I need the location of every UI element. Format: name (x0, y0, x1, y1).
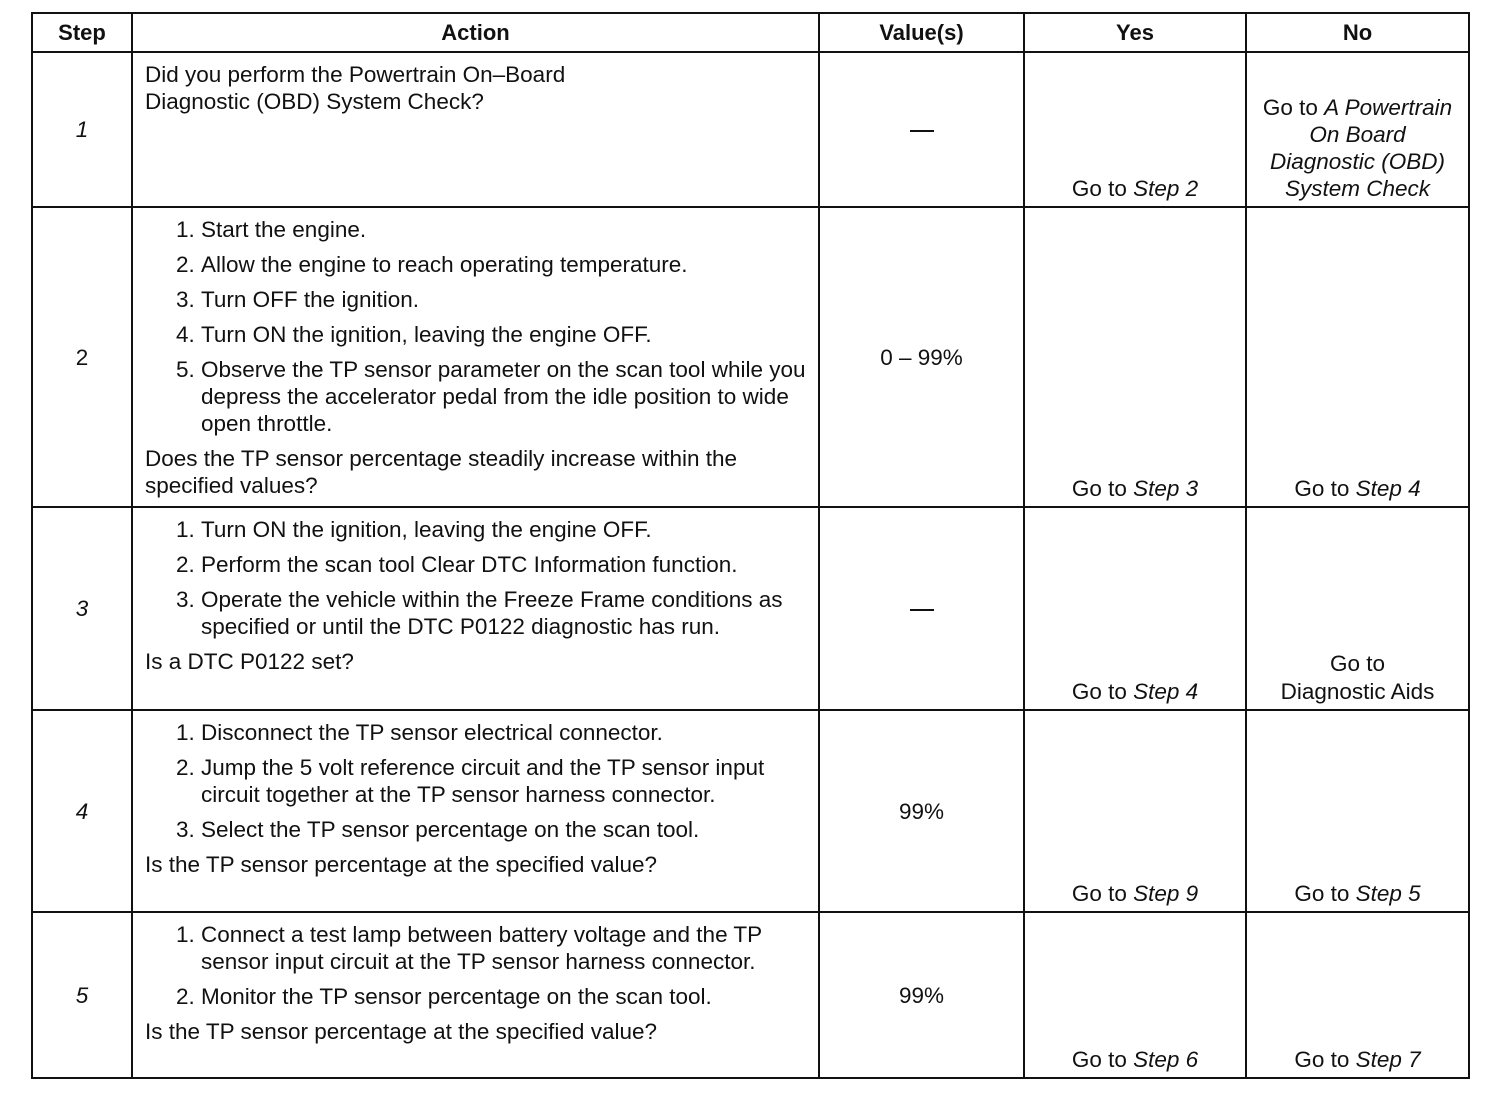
action-steps (145, 719, 808, 843)
empty-value-dash (910, 609, 934, 611)
action-step-item: 4. Turn ON the ignition, leaving the engine OFF. (201, 321, 808, 348)
table-row (32, 912, 1469, 1078)
yes-prefix: Go to (1071, 679, 1134, 704)
yes-link[interactable]: Step 2 (1133, 176, 1199, 201)
yes-prefix: Go to (1071, 1047, 1134, 1072)
step-number: 1 (32, 52, 132, 207)
no-prefix: Go to (1294, 476, 1356, 501)
no-cell (1246, 52, 1469, 207)
action-step-item: 2. Allow the engine to reach operating temperature. (201, 251, 808, 278)
header-step: Step (32, 13, 132, 52)
action-step-item: 1. Turn ON the ignition, leaving the engine OFF. (201, 516, 808, 543)
action-cell (132, 912, 819, 1078)
value-cell: 99% (819, 912, 1024, 1078)
step-number: 4 (32, 710, 132, 912)
no-prefix: Go to (1329, 651, 1386, 676)
header-yes: Yes (1024, 13, 1246, 52)
value-cell (819, 52, 1024, 207)
no-link[interactable]: Step 4 (1355, 476, 1421, 501)
yes-prefix: Go to (1071, 176, 1134, 201)
action-step-item: 2. Perform the scan tool Clear DTC Information function. (201, 551, 808, 578)
yes-cell (1024, 507, 1246, 710)
no-link[interactable]: Step 7 (1355, 1047, 1421, 1072)
action-step-item: 3. Turn OFF the ignition. (201, 286, 808, 313)
no-cell (1246, 912, 1469, 1078)
table-row (32, 507, 1469, 710)
header-values: Value(s) (819, 13, 1024, 52)
yes-prefix: Go to (1071, 881, 1134, 906)
value-cell: 99% (819, 710, 1024, 912)
table-row (32, 207, 1469, 507)
yes-cell (1024, 207, 1246, 507)
table-row (32, 52, 1469, 207)
action-cell (132, 207, 819, 507)
action-cell (132, 710, 819, 912)
action-step-item: 5. Observe the TP sensor parameter on the scan tool while you depress the accelerator pedal from the idle position to wide open throttle. (201, 356, 808, 437)
action-cell (132, 52, 819, 207)
table-row (32, 710, 1469, 912)
action-step-item: 1. Start the engine. (201, 216, 808, 243)
action-question: Does the TP sensor percentage steadily increase within the specified values? (145, 446, 738, 498)
action-steps (145, 516, 808, 640)
empty-value-dash (910, 130, 934, 132)
action-intro: Did you perform the Powertrain On–Board Diagnostic (OBD) System Check? (145, 62, 566, 114)
action-question: Is the TP sensor percentage at the specified value? (145, 1019, 657, 1044)
action-step-item: 2. Monitor the TP sensor percentage on the scan tool. (201, 983, 808, 1010)
no-link[interactable]: A Powertrain On Board Diagnostic (OBD) System Check (1269, 95, 1453, 201)
action-step-item: 2. Jump the 5 volt reference circuit and the TP sensor input circuit together at the TP sensor harness connector. (201, 754, 808, 808)
no-link[interactable]: Step 5 (1355, 881, 1421, 906)
action-step-item: 3. Operate the vehicle within the Freeze Frame conditions as specified or until the DTC P0122 diagnostic has run. (201, 586, 808, 640)
header-no: No (1246, 13, 1469, 52)
yes-cell (1024, 912, 1246, 1078)
action-step-item: 3. Select the TP sensor percentage on the scan tool. (201, 816, 808, 843)
yes-link[interactable]: Step 4 (1133, 679, 1199, 704)
action-cell (132, 507, 819, 710)
step-number: 3 (32, 507, 132, 710)
no-link[interactable]: Diagnostic Aids (1280, 678, 1435, 704)
yes-cell (1024, 710, 1246, 912)
header-action: Action (132, 13, 819, 52)
step-number: 2 (32, 207, 132, 507)
no-prefix: Go to (1262, 95, 1325, 120)
header-row (32, 13, 1469, 52)
diagnostic-table (31, 12, 1470, 1079)
action-steps (145, 921, 808, 1010)
action-step-item: 1. Connect a test lamp between battery voltage and the TP sensor input circuit at the TP sensor harness connector. (201, 921, 808, 975)
yes-prefix: Go to (1071, 476, 1134, 501)
no-prefix: Go to (1294, 1047, 1356, 1072)
no-cell (1246, 207, 1469, 507)
no-prefix: Go to (1294, 881, 1356, 906)
step-number: 5 (32, 912, 132, 1078)
action-step-item: 1. Disconnect the TP sensor electrical connector. (201, 719, 808, 746)
yes-cell (1024, 52, 1246, 207)
yes-link[interactable]: Step 3 (1133, 476, 1199, 501)
yes-link[interactable]: Step 9 (1133, 881, 1199, 906)
action-question: Is a DTC P0122 set? (145, 649, 354, 674)
action-steps (145, 216, 808, 437)
action-question: Is the TP sensor percentage at the specified value? (145, 852, 657, 877)
no-cell (1246, 507, 1469, 710)
value-cell: 0 – 99% (819, 207, 1024, 507)
yes-link[interactable]: Step 6 (1133, 1047, 1199, 1072)
value-cell (819, 507, 1024, 710)
no-cell (1246, 710, 1469, 912)
